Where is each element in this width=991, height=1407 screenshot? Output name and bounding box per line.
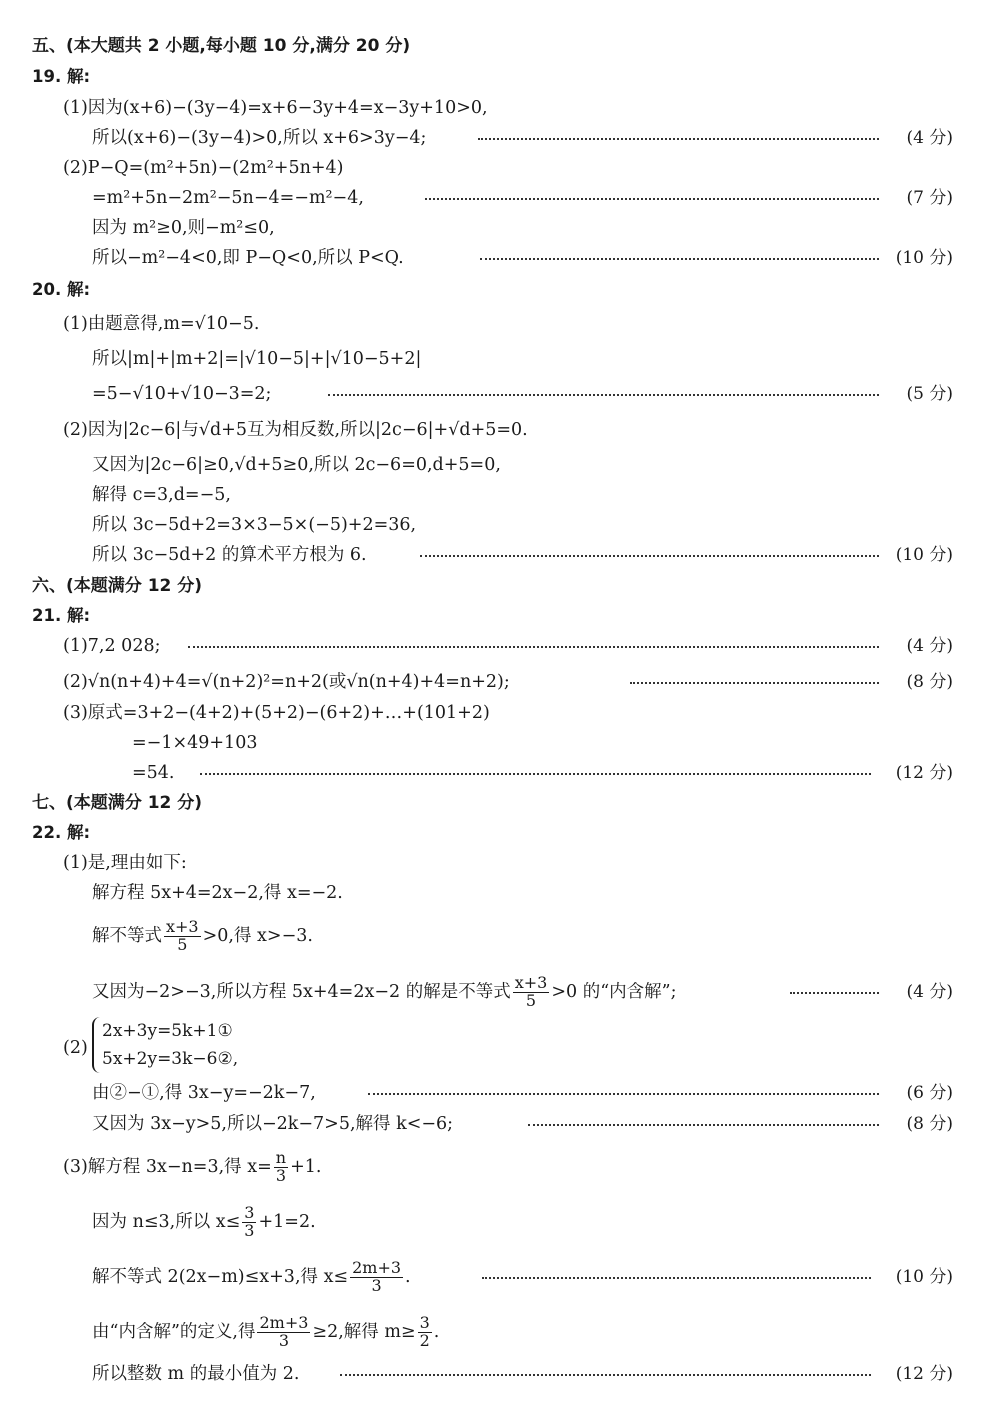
score-mark: (4 分) xyxy=(906,982,953,1002)
fraction: $\frac{2m+3}{3}$ xyxy=(259,1313,309,1350)
score-mark: (8 分) xyxy=(906,672,953,692)
q22-line-2: 解方程 5x+4=2x−2,得 x=−2. xyxy=(92,883,343,903)
score-mark: (10 分) xyxy=(895,248,953,268)
dot-leader xyxy=(200,773,871,775)
section-six-header xyxy=(0,572,991,600)
section-five-header xyxy=(0,32,991,60)
score-mark: (8 分) xyxy=(906,1114,953,1134)
q20-line-7: 所以 3c−5d+2=3×3−5×(−5)+2=36, xyxy=(92,515,417,535)
q22-line-4: 又因为−2>−3,所以方程 5x+4=2x−2 的解是不等式 $\frac{x+3}{5}$ >0 的“内含解”; (4 分) xyxy=(0,970,991,1014)
q22-line-10: 由“内含解”的定义,得 $\frac{2m+3}{3}$ ≥2,解得 m≥ $\frac{3}{2}$ . xyxy=(92,1313,440,1350)
q19-line-3: (2)P−Q=(m²+5n)−(2m²+5n+4) xyxy=(63,158,344,178)
dot-leader xyxy=(188,646,879,648)
score-mark: (7 分) xyxy=(906,188,953,208)
q20-line-4: (2)因为|2c−6|与√d+5互为相反数,所以|2c−6|+√d+5=0. xyxy=(63,420,528,440)
q22-line-8: 因为 n≤3,所以 x≤ $\frac{3}{3}$ +1=2. xyxy=(92,1203,316,1240)
equation-2: 5x+2y=3k−6②, xyxy=(102,1049,239,1069)
q20-line-1: (1)由题意得,m=√10−5. xyxy=(63,314,260,334)
q21-line-2: (2)√n(n+4)+4=√(n+2)²=n+2(或√n(n+4)+4=n+2); (8 分) xyxy=(0,668,991,696)
equation-1: 2x+3y=5k+1① xyxy=(102,1021,233,1041)
equation-system xyxy=(92,1017,322,1073)
score-mark: (12 分) xyxy=(895,763,953,783)
q20-line-6: 解得 c=3,d=−5, xyxy=(92,485,231,505)
dot-leader xyxy=(340,1374,871,1376)
q19-line-4: =m²+5n−2m²−5n−4=−m²−4, (7 分) xyxy=(0,184,991,212)
section-title: 七、(本题满分 12 分) xyxy=(32,793,203,813)
score-mark: (4 分) xyxy=(906,636,953,656)
q22-line-9: 解不等式 2(2x−m)≤x+3,得 x≤ $\frac{2m+3}{3}$ . (10 分) xyxy=(0,1255,991,1299)
section-title: 五、(本大题共 2 小题,每小题 10 分,满分 20 分) xyxy=(32,36,411,56)
q22-label: 22. 解: xyxy=(32,823,91,842)
q20-label: 20. 解: xyxy=(32,280,91,299)
score-mark: (6 分) xyxy=(906,1083,953,1103)
dot-leader xyxy=(630,682,879,684)
score-mark: (4 分) xyxy=(906,128,953,148)
fraction: $\frac{x+3}{5}$ xyxy=(514,973,548,1010)
dot-leader xyxy=(528,1124,879,1126)
q20-line-5: 又因为|2c−6|≥0,√d+5≥0,所以 2c−6=0,d+5=0, xyxy=(92,455,501,475)
q22-line-1: (1)是,理由如下: xyxy=(63,853,187,873)
q21-line-1: (1)7,2 028; (4 分) xyxy=(0,632,991,660)
q21-line-4: =−1×49+103 xyxy=(132,733,258,753)
section-title: 六、(本题满分 12 分) xyxy=(32,576,203,596)
dot-leader xyxy=(482,1277,871,1279)
score-mark: (5 分) xyxy=(906,384,953,404)
dot-leader xyxy=(790,992,879,994)
q22-part2-label: (2) xyxy=(63,1038,88,1058)
dot-leader xyxy=(368,1093,879,1095)
fraction: $\frac{3}{2}$ xyxy=(419,1313,430,1350)
fraction: $\frac{2m+3}{3}$ xyxy=(352,1258,402,1295)
dot-leader xyxy=(420,555,879,557)
q20-line-3: =5−√10+√10−3=2; (5 分) xyxy=(0,380,991,408)
q22-line-7: (3)解方程 3x−n=3,得 x= $\frac{n}{3}$ +1. xyxy=(63,1148,322,1185)
score-mark: (10 分) xyxy=(895,1267,953,1287)
dot-leader xyxy=(478,138,879,140)
dot-leader xyxy=(480,258,879,260)
q21-line-3: (3)原式=3+2−(4+2)+(5+2)−(6+2)+…+(101+2) xyxy=(63,703,490,723)
score-mark: (12 分) xyxy=(895,1364,953,1384)
q19-line-5: 因为 m²≥0,则−m²≤0, xyxy=(92,218,275,238)
dot-leader xyxy=(425,198,879,200)
q22-line-11: 所以整数 m 的最小值为 2. (12 分) xyxy=(0,1360,991,1388)
fraction: $\frac{x+3}{5}$ xyxy=(166,917,199,954)
q22-line-3: 解不等式 $\frac{x+3}{5}$ >0,得 x>−3. xyxy=(92,917,313,954)
q19-line-1: (1)因为(x+6)−(3y−4)=x+6−3y+4=x−3y+10>0, xyxy=(63,98,488,118)
q20-line-2: 所以|m|+|m+2|=|√10−5|+|√10−5+2| xyxy=(92,349,422,369)
q21-label: 21. 解: xyxy=(32,606,91,625)
fraction: $\frac{n}{3}$ xyxy=(275,1148,287,1185)
q19-label: 19. 解: xyxy=(32,67,91,86)
q22-line-5: 由②−①,得 3x−y=−2k−7, (6 分) xyxy=(0,1079,991,1107)
section-seven-header xyxy=(0,789,991,817)
q19-line-6: 所以−m²−4<0,即 P−Q<0,所以 P<Q. (10 分) xyxy=(0,244,991,272)
dot-leader xyxy=(328,394,879,396)
q21-line-5: =54. (12 分) xyxy=(0,759,991,787)
q20-line-8: 所以 3c−5d+2 的算术平方根为 6. (10 分) xyxy=(0,541,991,569)
q22-line-6: 又因为 3x−y>5,所以−2k−7>5,解得 k<−6; (8 分) xyxy=(0,1110,991,1138)
q19-line-2: 所以(x+6)−(3y−4)>0,所以 x+6>3y−4; (4 分) xyxy=(0,124,991,152)
fraction: $\frac{3}{3}$ xyxy=(244,1203,255,1240)
score-mark: (10 分) xyxy=(895,545,953,565)
